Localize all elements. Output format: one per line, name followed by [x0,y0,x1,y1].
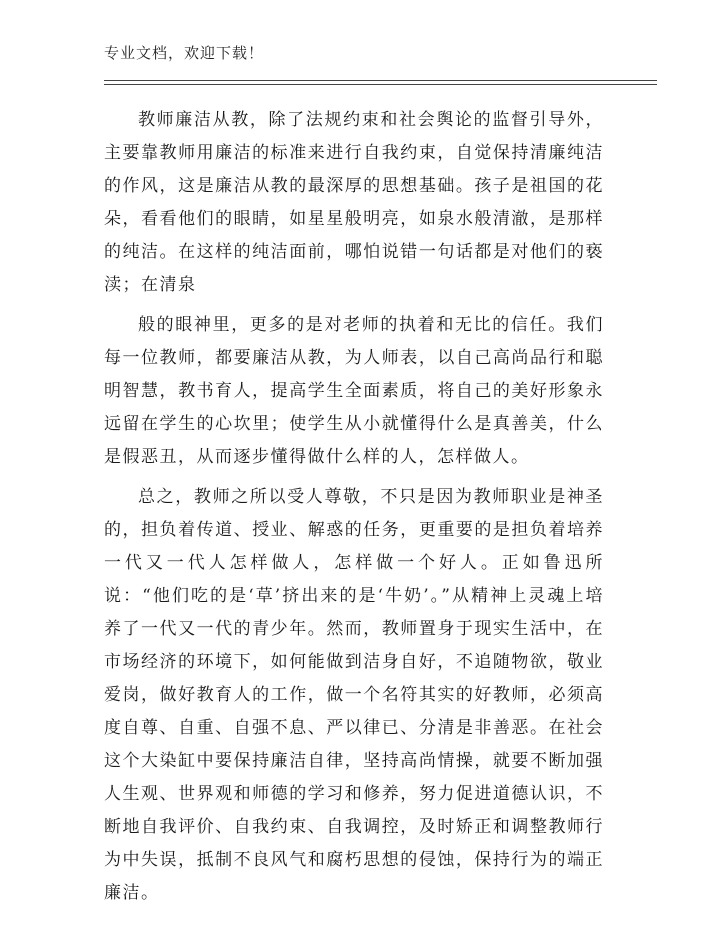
header-divider-bottom [104,84,657,85]
page-header: 专业文档，欢迎下载！ [104,44,265,62]
document-body [104,104,604,917]
header-divider-top [104,80,657,81]
paragraph-3: 总之，教师之所以受人尊敬，不只是因为教师职业是神圣的，担负着传道、授业、解惑的任务，更重要的是担负着培养一代又一代人怎样做人，怎样做一个好人。正如鲁迅所说：“他们吃的是‘草’挤出来的是‘牛奶’。”从精神上灵魂上培养了一代又一代的青少年。然而，教师置身于现实生活中，在市场经济的环境下，如何能做到洁身自好，不追随物欲，敬业爱岗，做好教育人的工作，做一个名符其实的好教师，必须高度自尊、自重、自强不息、严以律已、分清是非善恶。在社会这个大染缸中要保持廉洁自律，坚持高尚情操，就要不断加强人生观、世界观和师德的学习和修养，努力促进道德认识，不断地自我评价、自我约束、自我调控，及时矫正和调整教师行为中失误，抵制不良风气和腐朽思想的侵蚀，保持行为的端正廉洁。 [104,487,604,903]
paragraph-1: 教师廉洁从教，除了法规约束和社会舆论的监督引导外，主要靠教师用廉洁的标准来进行自我约束，自觉保持清廉纯洁的作风，这是廉洁从教的最深厚的思想基础。孩子是祖国的花朵，看看他们的眼睛，如星星般明亮，如泉水般清澈，是那样的纯洁。在这样的纯洁面前，哪怕说错一句话都是对他们的亵渎；在清泉 [104,110,604,295]
paragraph-2: 般的眼神里，更多的是对老师的执着和无比的信任。我们每一位教师，都要廉洁从教，为人师表，以自己高尚品行和聪明智慧，教书育人，提高学生全面素质，将自己的美好形象永远留在学生的心坎里；使学生从小就懂得什么是真善美，什么是假恶丑，从而逐步懂得做什么样的人，怎样做人。 [104,315,604,467]
